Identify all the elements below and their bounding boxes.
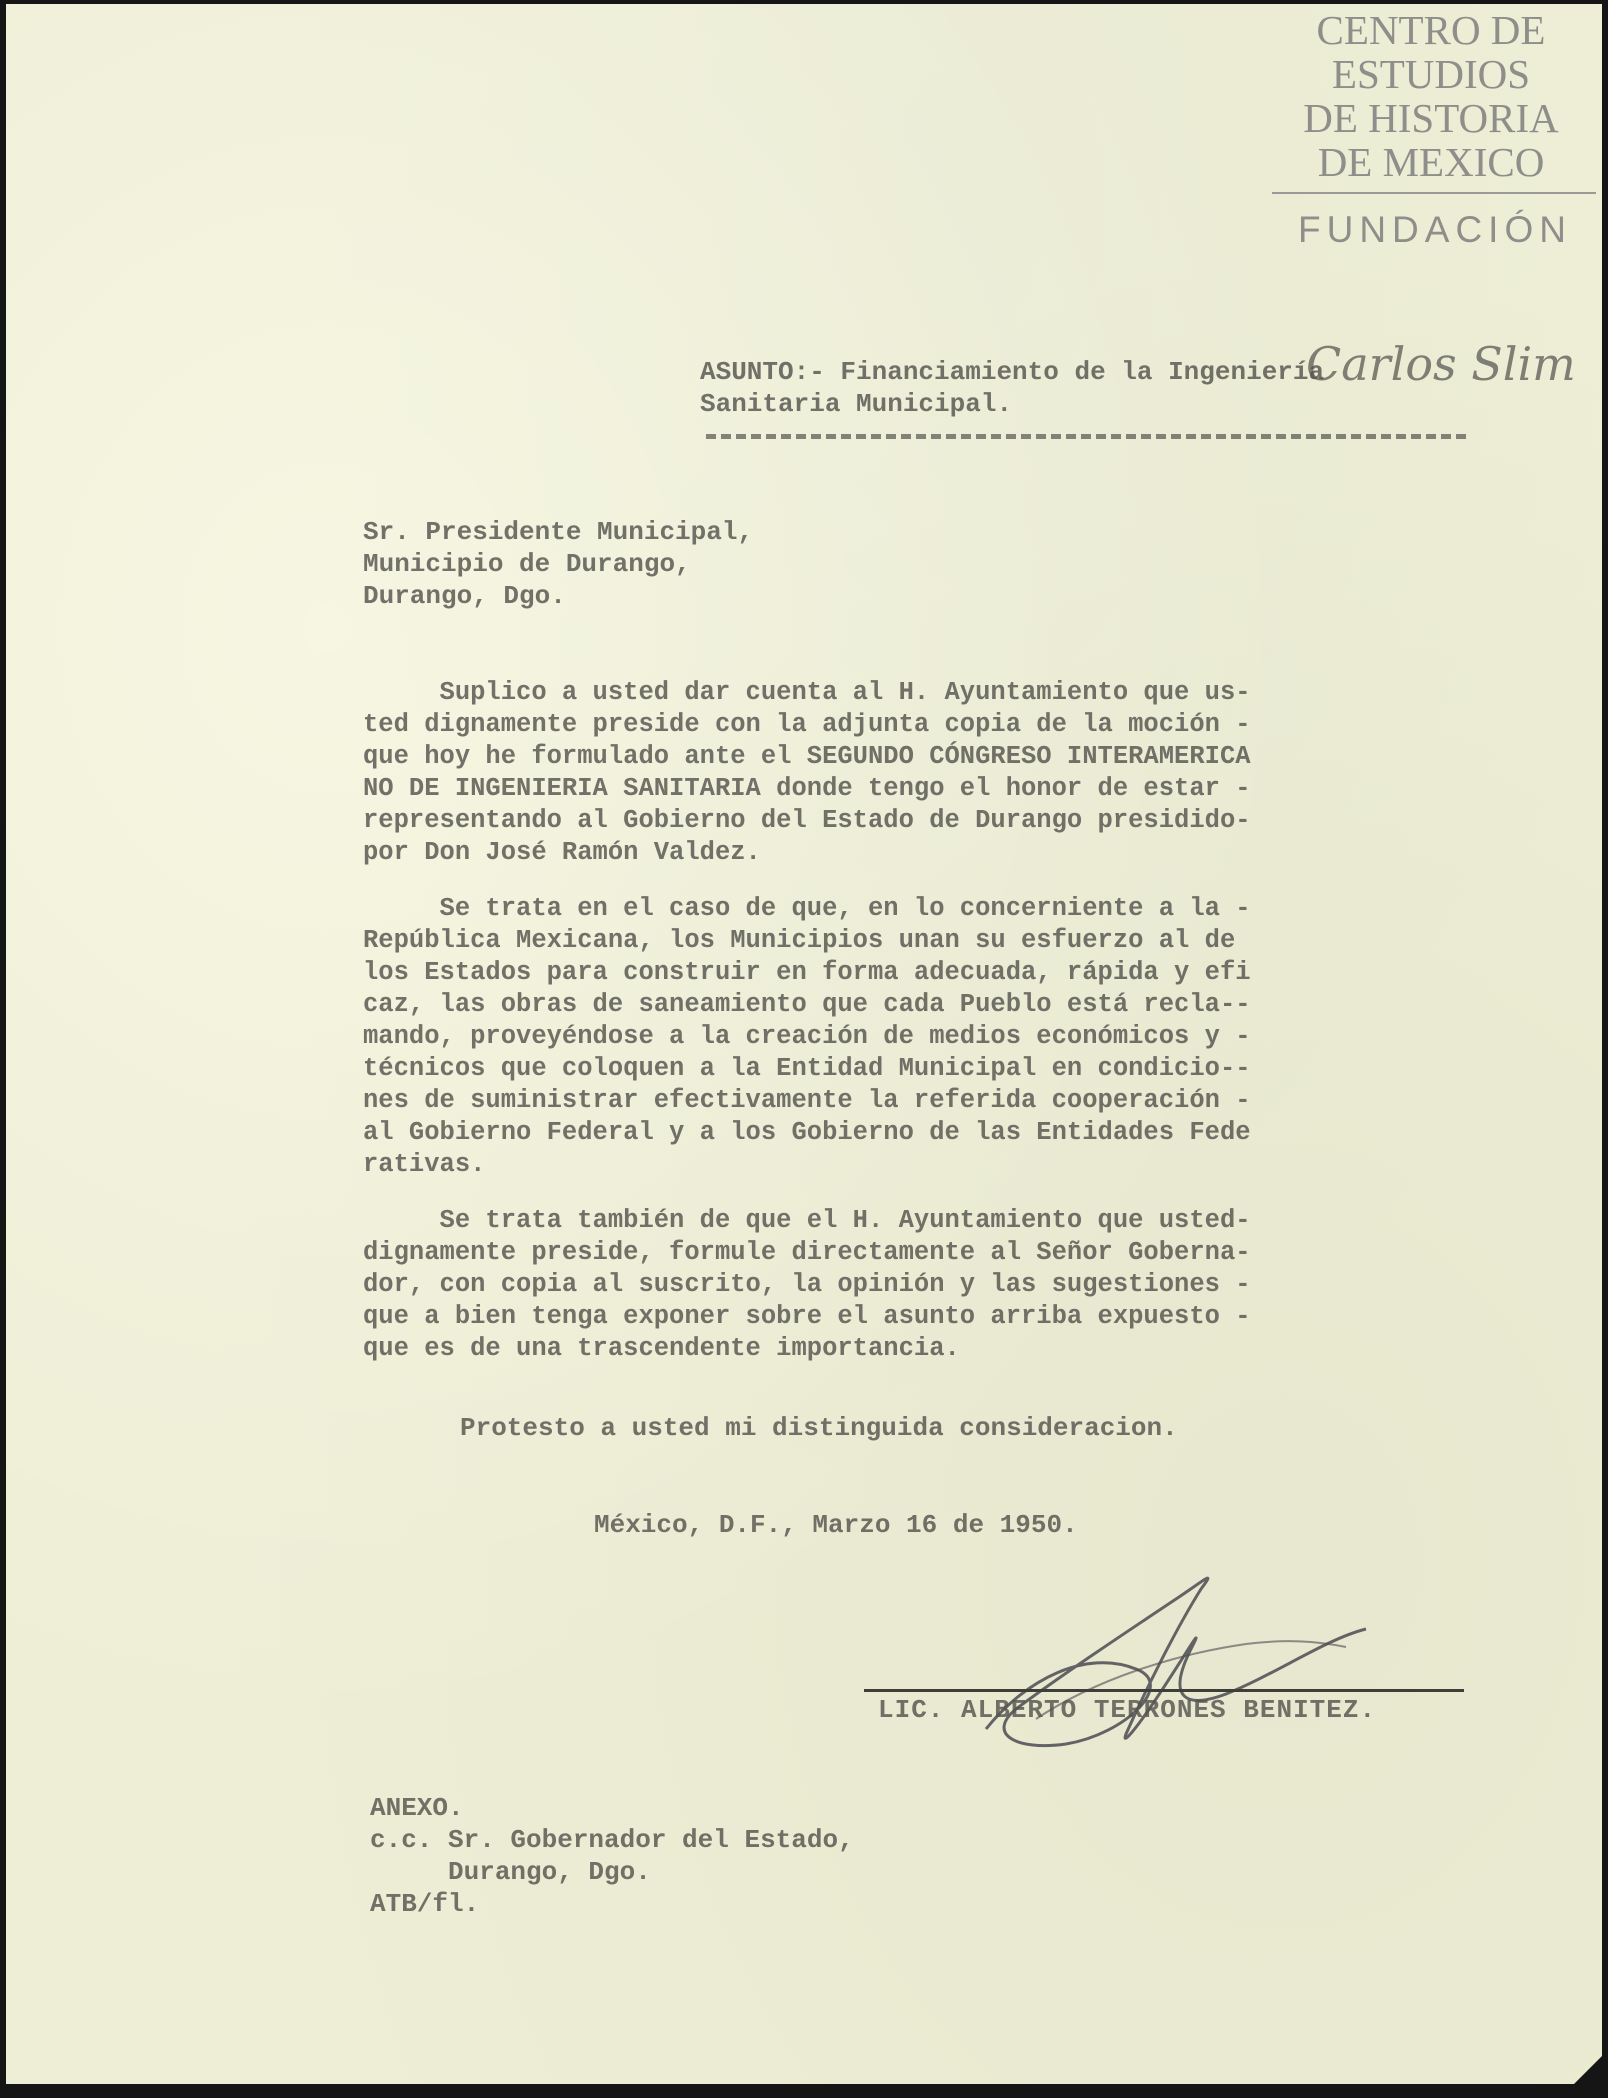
handwritten-signature-carlos-slim [1296, 322, 1602, 402]
paragraph-line: dor, con copia al suscrito, la opinión y las sugestiones - [363, 1270, 1251, 1299]
paragraph-line: al Gobierno Federal y a los Gobierno de las Entidades Fede [363, 1118, 1251, 1147]
addressee-line-2: Municipio de Durango, [363, 549, 691, 579]
stamp-line-2: ESTUDIOS [1331, 51, 1531, 97]
paragraph-2 [363, 893, 1251, 1181]
paragraph-line: caz, las obras de saneamiento que cada Pueblo está recla-- [363, 990, 1251, 1019]
paragraph-line: que es de una trascendente importancia. [363, 1334, 960, 1363]
stamp-foundation: FUNDACIÓN [1298, 209, 1572, 250]
paragraph-line: técnicos que coloquen a la Entidad Municipal en condicio-- [363, 1054, 1251, 1083]
paragraph-line: por Don José Ramón Valdez. [363, 838, 761, 867]
handwritten-name: Carlos Slim [1306, 337, 1576, 391]
archive-stamp [1266, 8, 1596, 250]
paragraph-1 [363, 677, 1251, 869]
paragraph-line: representando al Gobierno del Estado de Durango presidido- [363, 806, 1251, 835]
dateline: México, D.F., Marzo 16 de 1950. [594, 1510, 1078, 1540]
letter-body [363, 677, 1251, 1365]
paragraph-line: República Mexicana, los Municipios unan su esfuerzo al de [363, 926, 1236, 955]
footer-line-1: ANEXO. [370, 1793, 464, 1823]
paragraph-line: que a bien tenga exponer sobre el asunto arriba expuesto - [363, 1302, 1251, 1331]
footer-line-3: Durango, Dgo. [370, 1857, 651, 1887]
stamp-line-3: DE HISTORIA [1303, 95, 1559, 141]
paragraph-line: nes de suministrar efectivamente la referida cooperación - [363, 1086, 1251, 1115]
paragraph-line: los Estados para construir en forma adecuada, rápida y efi [363, 958, 1251, 987]
signature-line [864, 1689, 1464, 1692]
paragraph-3 [363, 1205, 1251, 1365]
paragraph-line: Suplico a usted dar cuenta al H. Ayuntamiento que us- [363, 678, 1251, 707]
footer-line-2: c.c. Sr. Gobernador del Estado, [370, 1825, 854, 1855]
subject-line-2: Sanitaria Municipal. [700, 389, 1013, 419]
subject-line-1: ASUNTO:- Financiamiento de la Ingeniería [700, 357, 1325, 387]
paragraph-line: Se trata en el caso de que, en lo concerniente a la - [363, 894, 1251, 923]
paragraph-line: Se trata también de que el H. Ayuntamiento que usted- [363, 1206, 1251, 1235]
stamp-line-1: CENTRO DE [1316, 7, 1546, 53]
closing-line: Protesto a usted mi distinguida consideracion. [460, 1413, 1178, 1443]
subject-block [700, 356, 1324, 420]
document-page [6, 4, 1602, 2084]
addressee-line-3: Durango, Dgo. [363, 581, 566, 611]
footer-block [370, 1792, 854, 1920]
footer-line-4: ATB/fl. [370, 1889, 480, 1919]
stamp-divider [1272, 192, 1596, 194]
addressee-block [363, 516, 753, 612]
page-corner-fold [1568, 2050, 1608, 2090]
subject-underline [706, 434, 1466, 439]
paragraph-line: que hoy he formulado ante el SEGUNDO CÓNGRESO INTERAMERICA [363, 742, 1251, 771]
signature-scribble [946, 1559, 1386, 1759]
paragraph-line: dignamente preside, formule directamente al Señor Goberna- [363, 1238, 1251, 1267]
paragraph-line: ted dignamente preside con la adjunta copia de la moción - [363, 710, 1251, 739]
addressee-line-1: Sr. Presidente Municipal, [363, 517, 754, 547]
signer-name: LIC. ALBERTO TERRONES BENITEZ. [878, 1695, 1377, 1725]
paragraph-line: NO DE INGENIERIA SANITARIA donde tengo el honor de estar - [363, 774, 1251, 803]
paragraph-line: mando, proveyéndose a la creación de medios económicos y - [363, 1022, 1251, 1051]
paragraph-line: rativas. [363, 1150, 486, 1179]
stamp-line-4: DE MEXICO [1317, 139, 1545, 185]
